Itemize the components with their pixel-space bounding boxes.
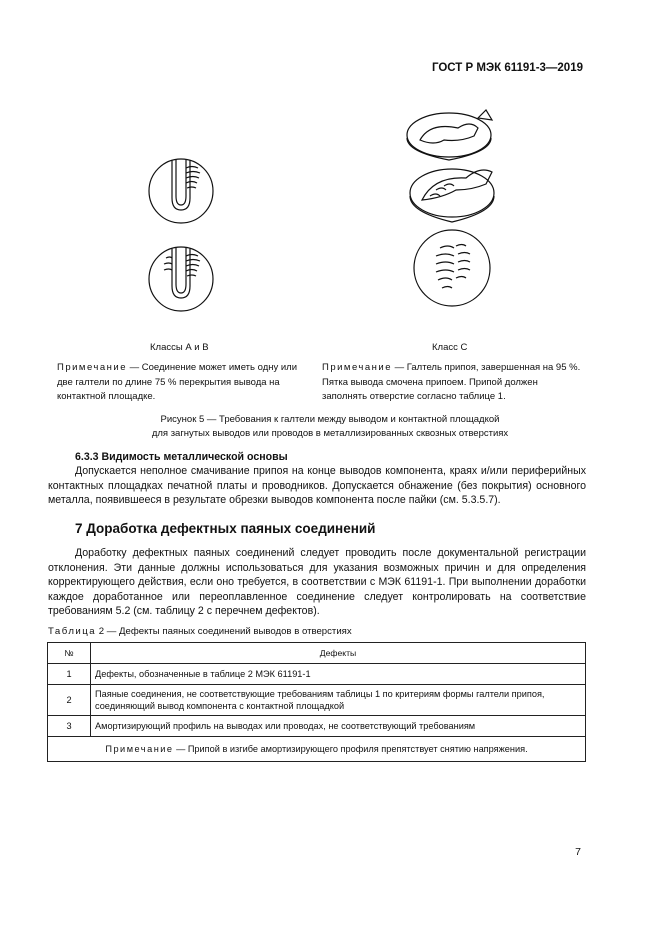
table-row [48,664,586,685]
table-note [48,737,586,762]
figure-left-note [57,361,315,405]
note-text: — Припой в изгибе амортизирующего профиля препятствует снятию напряжения. [173,744,528,754]
figure-label-class-c: Класс С [432,342,468,353]
row-number: 1 [48,664,91,685]
note-text: — Галтель припоя, завершенная на 95 %. Пятка вывода смочена припоем. Припой должен заполнять отверстие согласно таблице 1. [322,362,581,402]
class-c-bottom-joint [414,230,490,306]
row-number: 3 [48,716,91,737]
row-text: Амортизирующий профиль на выводах или проводах, не соответствующий требованиям [91,716,586,737]
table-row [48,716,586,737]
row-text: Дефекты, обозначенные в таблице 2 МЭК 61191-1 [91,664,586,685]
note-label: Примечание [57,362,127,373]
row-text: Паяные соединения, не соответствующие требованиям таблицы 1 по критериям формы галтели припоя, соединяющий вывод компонента с контактной площадкой [91,685,586,716]
note-label: Примечание [322,362,392,373]
defects-table [47,642,586,762]
figure-caption-line-2: для загнутых выводов или проводов в металлизированных сквозных отверстиях [151,428,509,439]
class-c-top-joint [407,110,492,160]
table-caption-label: Таблица [48,626,97,637]
section-text-6-3-3: Допускается неполное смачивание припоя на конце выводов компонента, краях и/или периферийных контактных площадках печатной платы и проводников. Допускается обнажение (без покрытия) основного металла, появившееся в результате обрезки выводов компонента после пайки (см. 5.3.5.7). [48,465,586,507]
table-header-row [48,643,586,664]
class-ab-bottom-joint [149,247,213,311]
document-header: ГОСТ Р МЭК 61191-3—2019 [431,62,583,74]
figure-caption [60,413,600,441]
section-heading-6-3-3: 6.3.3 Видимость металлической основы [75,451,288,463]
table-note-row [48,737,586,762]
section-text-7: Доработку дефектных паяных соединений следует проводить после документальной регистрации отклонения. Эти данные должны использоваться для указания возможных причин и для определения корректирующего действия, если оно требуется, в соответствии с МЭК 61191-1. При выполнении доработки каждое доработанное или переоплавленное соединение следует контролировать на соответствие требованиям 5.2 (см. таблицу 2 с перечнем дефектов). [48,547,586,618]
note-text: — Соединение может иметь одну или две галтели по длине 75 % перекрытия вывода на контактной площадке. [57,362,298,402]
column-header-number: № [48,643,91,664]
class-c-middle-joint [410,169,494,222]
section-heading-7: 7 Доработка дефектных паяных соединений [75,521,376,536]
row-number: 2 [48,685,91,716]
figure-right-note [322,361,584,405]
note-label: Примечание [105,744,174,754]
class-ab-top-joint [149,159,213,223]
table-row [48,685,586,716]
figure-caption-line-1: Рисунок 5 — Требования к галтели между выводом и контактной площадкой [160,414,500,425]
table-caption [48,626,352,637]
figure-label-class-ab: Классы А и В [150,342,209,353]
figure-5-illustration [0,0,661,340]
page-number: 7 [575,846,581,858]
column-header-defects: Дефекты [91,643,586,664]
table-caption-text: 2 — Дефекты паяных соединений выводов в отверстиях [96,626,352,637]
